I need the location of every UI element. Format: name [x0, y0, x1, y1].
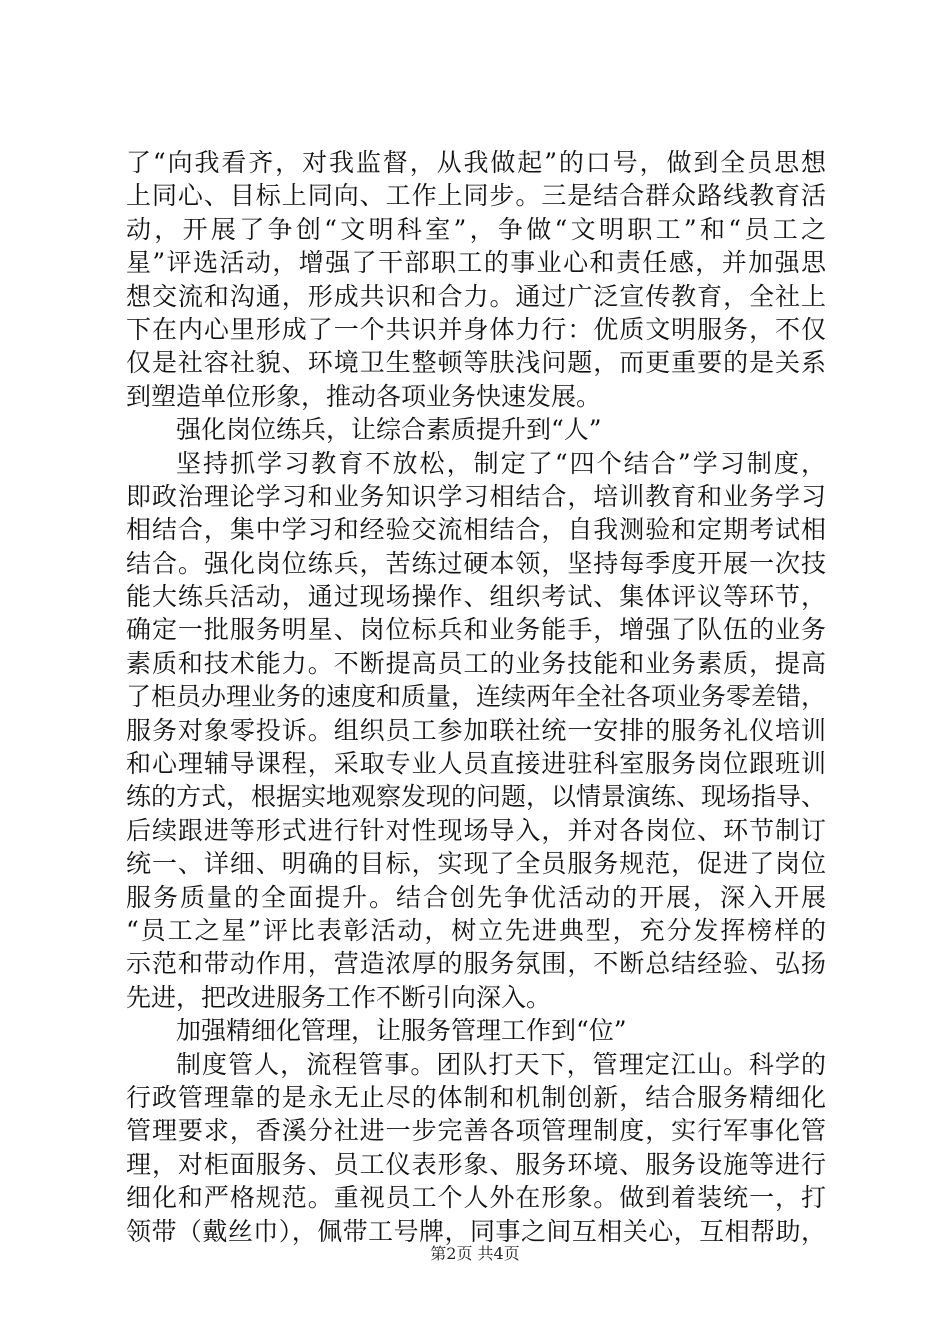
text-line: 服务质量的全面提升。结合创先争优活动的开展，深入开展: [126, 882, 826, 912]
text-line: 管理要求，香溪分社进一步完善各项管理制度，实行军事化管: [126, 1116, 826, 1146]
section-heading: 强化岗位练兵，让综合素质提升到“人”: [176, 415, 602, 445]
document-body: [126, 146, 826, 1248]
text-line: 行政管理靠的是永无止尽的体制和机制创新，结合服务精细化: [126, 1082, 826, 1112]
text-line: 确定一批服务明星、岗位标兵和业务能手，增强了队伍的业务: [126, 615, 826, 645]
text-line: 到塑造单位形象，推动各项业务快速发展。: [126, 381, 602, 411]
text-line: 想交流和沟通，形成共识和合力。通过广泛宣传教育，全社上: [126, 281, 826, 311]
text-line: 即政治理论学习和业务知识学习相结合，培训教育和业务学习: [126, 481, 826, 511]
text-line: 示范和带动作用，营造浓厚的服务氛围，不断总结经验、弘扬: [126, 949, 826, 979]
text-line: 领带（戴丝巾），佩带工号牌，同事之间互相关心，互相帮助，: [126, 1216, 826, 1246]
text-line: 细化和严格规范。重视员工个人外在形象。做到着装统一，打: [126, 1183, 826, 1213]
page-footer: 第2页 共4页: [430, 1244, 520, 1263]
text-line: 了“向我看齐，对我监督，从我做起”的口号，做到全员思想: [126, 148, 826, 177]
text-line: 先进，把改进服务工作不断引向深入。: [126, 982, 552, 1012]
text-line: 上同心、目标上同向、工作上同步。三是结合群众路线教育活: [126, 181, 826, 211]
text-line: 星”评选活动，增强了干部职工的事业心和责任感，并加强思: [126, 248, 826, 278]
text-line: 了柜员办理业务的速度和质量，连续两年全社各项业务零差错，: [126, 682, 827, 712]
text-line: 统一、详细、明确的目标，实现了全员服务规范，促进了岗位: [126, 849, 826, 879]
text-line: 素质和技术能力。不断提高员工的业务技能和业务素质，提高: [126, 648, 826, 678]
text-line: 结合。强化岗位练兵，苦练过硬本领，坚持每季度开展一次技: [126, 548, 826, 578]
text-line: 下在内心里形成了一个共识并身体力行：优质文明服务，不仅: [126, 314, 826, 344]
text-line: 动，开展了争创“文明科室”，争做“文明职工”和“员工之: [126, 214, 826, 244]
text-line: “员工之星”评比表彰活动，树立先进典型，充分发挥榜样的: [126, 915, 826, 945]
section-heading: 加强精细化管理，让服务管理工作到“位”: [176, 1016, 627, 1046]
text-line: 和心理辅导课程，采取专业人员直接进驻科室服务岗位跟班训: [126, 749, 826, 779]
text-line: 练的方式，根据实地观察发现的问题，以情景演练、现场指导、: [126, 782, 827, 812]
text-line: 理，对柜面服务、员工仪表形象、服务环境、服务设施等进行: [126, 1149, 826, 1179]
text-line: 坚持抓学习教育不放松，制定了“四个结合”学习制度，: [176, 448, 826, 478]
text-line: 能大练兵活动，通过现场操作、组织考试、集体评议等环节，: [126, 582, 826, 612]
text-line: 制度管人，流程管事。团队打天下，管理定江山。科学的: [176, 1049, 826, 1079]
text-line: 仅是社容社貌、环境卫生整顿等肤浅问题，而更重要的是关系: [126, 348, 826, 378]
text-line: 后续跟进等形式进行针对性现场导入，并对各岗位、环节制订: [126, 815, 826, 845]
text-line: 相结合，集中学习和经验交流相结合，自我测验和定期考试相: [126, 515, 826, 545]
text-line: 服务对象零投诉。组织员工参加联社统一安排的服务礼仪培训: [126, 715, 826, 745]
